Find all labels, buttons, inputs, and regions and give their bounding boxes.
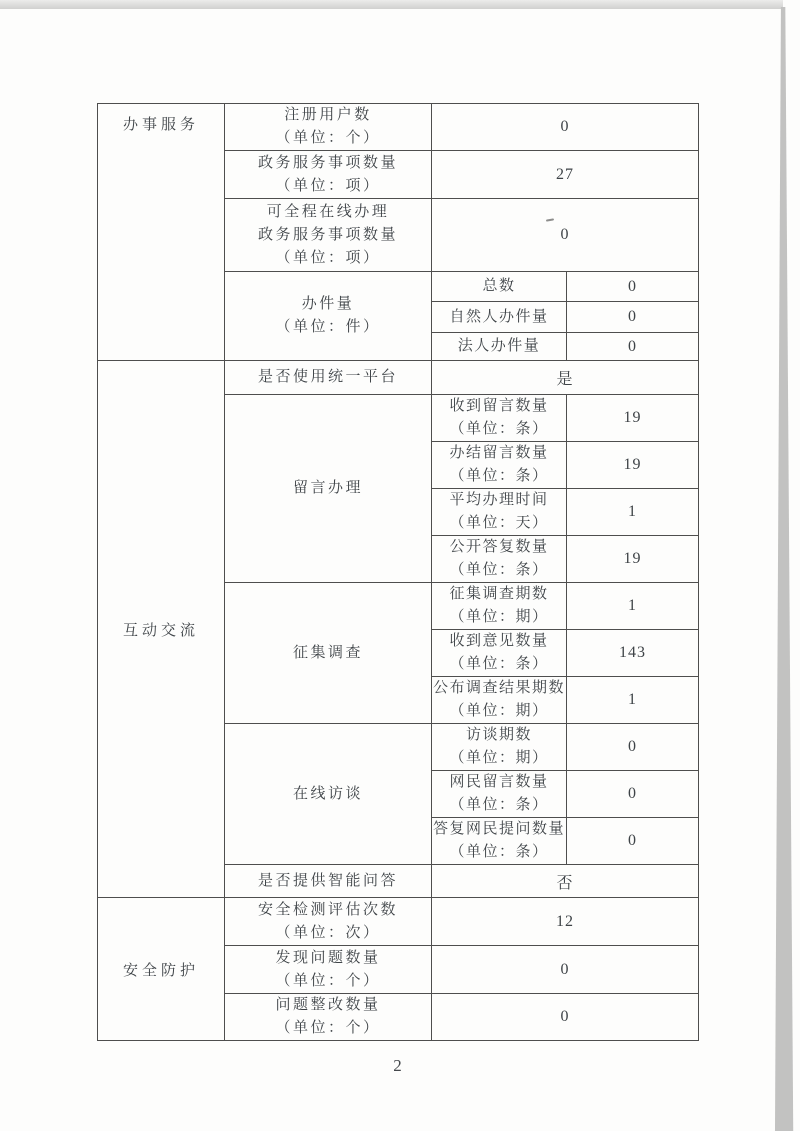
item-label-online-full-process: 可全程在线办理 政务服务事项数量 （单位：项） (225, 199, 432, 272)
item-label-registered-users: 注册用户数 （单位：个） (225, 104, 432, 151)
value-opinions-received: 143 (567, 630, 699, 677)
subitem-label-questions-answered: 答复网民提问数量 （单位：条） (432, 818, 567, 865)
value-problems-rectified: 0 (432, 994, 699, 1041)
category-cell-interaction: 互动交流 (98, 361, 225, 898)
value-legal-person: 0 (567, 333, 699, 361)
scan-edge-top (0, 0, 783, 9)
value-natural-person: 0 (567, 302, 699, 333)
item-label-online-interview: 在线访谈 (225, 724, 432, 865)
page-number: 2 (393, 1056, 402, 1075)
value-problems-found: 0 (432, 946, 699, 994)
item-label-message-handling: 留言办理 (225, 395, 432, 583)
scan-edge-right (773, 7, 795, 1131)
subitem-label-total: 总数 (432, 272, 567, 302)
value-results-published: 1 (567, 677, 699, 724)
value-gov-service-items: 27 (432, 151, 699, 199)
subitem-label-messages-completed: 办结留言数量 （单位：条） (432, 442, 567, 489)
report-table (97, 103, 699, 1041)
value-online-full-process: 0 (432, 199, 699, 272)
item-label-smart-qa: 是否提供智能问答 (225, 865, 432, 898)
item-label-security-assessments: 安全检测评估次数 （单位：次） (225, 898, 432, 946)
subitem-label-messages-received: 收到留言数量 （单位：条） (432, 395, 567, 442)
subitem-label-results-published: 公布调查结果期数 （单位：期） (432, 677, 567, 724)
value-messages-completed: 19 (567, 442, 699, 489)
subitem-label-natural-person: 自然人办件量 (432, 302, 567, 333)
value-avg-handling-time: 1 (567, 489, 699, 536)
item-label-gov-service-items: 政务服务事项数量 （单位：项） (225, 151, 432, 199)
subitem-label-interview-periods: 访谈期数 （单位：期） (432, 724, 567, 771)
subitem-label-public-replies: 公开答复数量 （单位：条） (432, 536, 567, 583)
subitem-label-survey-periods: 征集调查期数 （单位：期） (432, 583, 567, 630)
value-security-assessments: 12 (432, 898, 699, 946)
value-unified-platform: 是 (432, 361, 699, 395)
item-label-solicitation-survey: 征集调查 (225, 583, 432, 724)
value-netizen-messages: 0 (567, 771, 699, 818)
subitem-label-avg-handling-time: 平均办理时间 （单位：天） (432, 489, 567, 536)
item-label-problems-rectified: 问题整改数量 （单位：个） (225, 994, 432, 1041)
item-label-case-volume: 办件量 （单位：件） (225, 272, 432, 361)
item-label-unified-platform: 是否使用统一平台 (225, 361, 432, 395)
subitem-label-legal-person: 法人办件量 (432, 333, 567, 361)
value-public-replies: 19 (567, 536, 699, 583)
item-label-problems-found: 发现问题数量 （单位：个） (225, 946, 432, 994)
subitem-label-netizen-messages: 网民留言数量 （单位：条） (432, 771, 567, 818)
value-total: 0 (567, 272, 699, 302)
value-registered-users: 0 (432, 104, 699, 151)
value-interview-periods: 0 (567, 724, 699, 771)
value-survey-periods: 1 (567, 583, 699, 630)
subitem-label-opinions-received: 收到意见数量 （单位：条） (432, 630, 567, 677)
category-cell-service: 办事服务 (98, 104, 225, 361)
value-smart-qa: 否 (432, 865, 699, 898)
value-messages-received: 19 (567, 395, 699, 442)
value-questions-answered: 0 (567, 818, 699, 865)
category-cell-security: 安全防护 (98, 898, 225, 1041)
